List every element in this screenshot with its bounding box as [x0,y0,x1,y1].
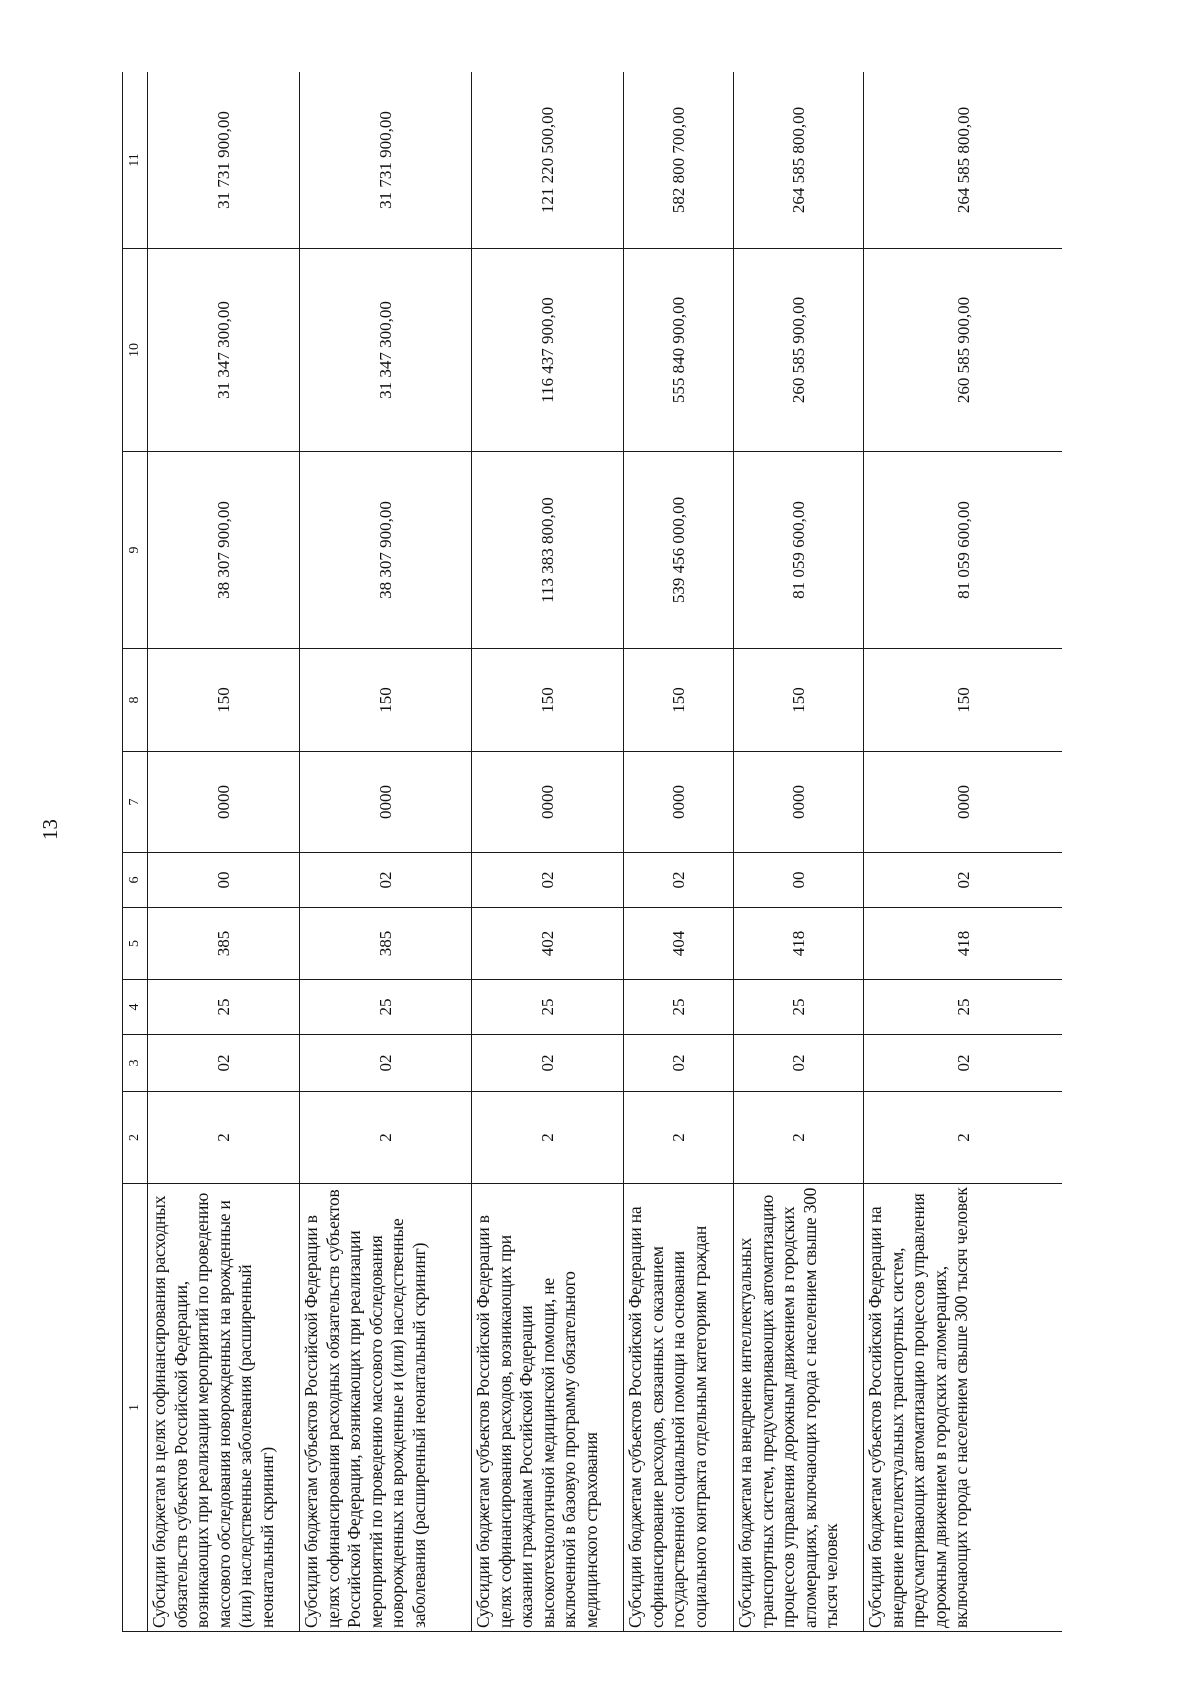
cell-col-3: 02 [864,1035,1063,1092]
row-description: Субсидии бюджетам субъектов Российской Федерации в целях софинансирования расходов, возникающих при оказании гражданам Российской Федерации высокотехнологичной медицинской помощи, не включенной в базовую программу обязательного медицинского страхования [472,1184,624,1632]
table-row [300,72,472,1632]
cell-col-3: 02 [300,1035,472,1092]
cell-col-5: 404 [624,908,734,980]
cell-col-8: 150 [300,649,472,752]
page-number: 13 [38,819,62,840]
column-number: 11 [123,72,148,249]
cell-col-7: 0000 [472,752,624,853]
row-description: Субсидии бюджетам субъектов Российской Федерации на внедрение интеллектуальных транспортных систем, предусматривающих автоматизацию процессов управления дорожным движением в городских агломерациях, включающих города с населением свыше 300 тысяч человек [864,1184,1063,1632]
row-description: Субсидии бюджетам в целях софинансирования расходных обязательств субъектов Российской Федерации, возникающих при реализации мероприятий по проведению массового обследования новорожденных на врожденные и (или) наследственные заболевания (расширенный неонатальный скрининг) [148,1184,300,1632]
cell-col-7: 0000 [864,752,1063,853]
cell-col-11: 31 731 900,00 [148,72,300,249]
cell-col-8: 150 [864,649,1063,752]
cell-col-5: 418 [734,908,864,980]
table-row [148,72,300,1632]
cell-col-2: 2 [300,1092,472,1184]
cell-col-6: 02 [472,853,624,908]
cell-col-9: 113 383 800,00 [472,452,624,649]
column-number-row [123,72,148,1632]
cell-col-3: 02 [148,1035,300,1092]
cell-col-5: 418 [864,908,1063,980]
cell-col-8: 150 [734,649,864,752]
cell-col-10: 31 347 300,00 [300,249,472,452]
cell-col-2: 2 [624,1092,734,1184]
cell-col-5: 402 [472,908,624,980]
table-row [734,72,864,1632]
column-number: 4 [123,980,148,1035]
column-number: 5 [123,908,148,980]
column-number: 8 [123,649,148,752]
cell-col-7: 0000 [734,752,864,853]
table-row [472,72,624,1632]
cell-col-4: 25 [148,980,300,1035]
cell-col-6: 00 [148,853,300,908]
column-number: 9 [123,452,148,649]
cell-col-2: 2 [734,1092,864,1184]
cell-col-8: 150 [148,649,300,752]
cell-col-7: 0000 [300,752,472,853]
cell-col-11: 31 731 900,00 [300,72,472,249]
cell-col-5: 385 [148,908,300,980]
cell-col-9: 38 307 900,00 [148,452,300,649]
cell-col-10: 116 437 900,00 [472,249,624,452]
cell-col-7: 0000 [148,752,300,853]
cell-col-6: 02 [300,853,472,908]
table-row [864,72,1063,1632]
cell-col-5: 385 [300,908,472,980]
cell-col-10: 555 840 900,00 [624,249,734,452]
cell-col-10: 260 585 900,00 [864,249,1063,452]
column-number: 2 [123,1092,148,1184]
cell-col-2: 2 [148,1092,300,1184]
cell-col-4: 25 [472,980,624,1035]
row-description: Субсидии бюджетам субъектов Российской Федерации на софинансирование расходов, связанных с оказанием государственной социальной помощи на основании социального контракта отдельным категориям граждан [624,1184,734,1632]
cell-col-8: 150 [624,649,734,752]
cell-col-11: 121 220 500,00 [472,72,624,249]
cell-col-4: 25 [300,980,472,1035]
row-description: Субсидии бюджетам субъектов Российской Федерации в целях софинансирования расходных обязательств субъектов Российской Федерации, возникающих при реализации мероприятий по проведению массового обследования новорожденных на врожденные и (или) наследственные заболевания (расширенный неонатальный скрининг) [300,1184,472,1632]
column-number: 7 [123,752,148,853]
column-number: 3 [123,1035,148,1092]
cell-col-3: 02 [734,1035,864,1092]
cell-col-4: 25 [624,980,734,1035]
column-number: 10 [123,249,148,452]
cell-col-9: 81 059 600,00 [864,452,1063,649]
column-number: 6 [123,853,148,908]
row-description: Субсидии бюджетам на внедрение интеллектуальных транспортных систем, предусматривающих автоматизацию процессов управления дорожным движением в городских агломерациях, включающих города с населением свыше 300 тысяч человек [734,1184,864,1632]
cell-col-6: 02 [624,853,734,908]
cell-col-4: 25 [864,980,1063,1035]
cell-col-9: 38 307 900,00 [300,452,472,649]
cell-col-11: 264 585 800,00 [734,72,864,249]
cell-col-10: 260 585 900,00 [734,249,864,452]
budget-table [122,72,1062,1632]
cell-col-8: 150 [472,649,624,752]
cell-col-4: 25 [734,980,864,1035]
cell-col-2: 2 [864,1092,1063,1184]
cell-col-7: 0000 [624,752,734,853]
cell-col-3: 02 [624,1035,734,1092]
budget-table-container [122,72,1062,1632]
cell-col-11: 264 585 800,00 [864,72,1063,249]
cell-col-9: 539 456 000,00 [624,452,734,649]
cell-col-3: 02 [472,1035,624,1092]
column-number: 1 [123,1184,148,1632]
cell-col-6: 00 [734,853,864,908]
cell-col-9: 81 059 600,00 [734,452,864,649]
cell-col-6: 02 [864,853,1063,908]
cell-col-10: 31 347 300,00 [148,249,300,452]
cell-col-11: 582 800 700,00 [624,72,734,249]
cell-col-2: 2 [472,1092,624,1184]
table-row [624,72,734,1632]
